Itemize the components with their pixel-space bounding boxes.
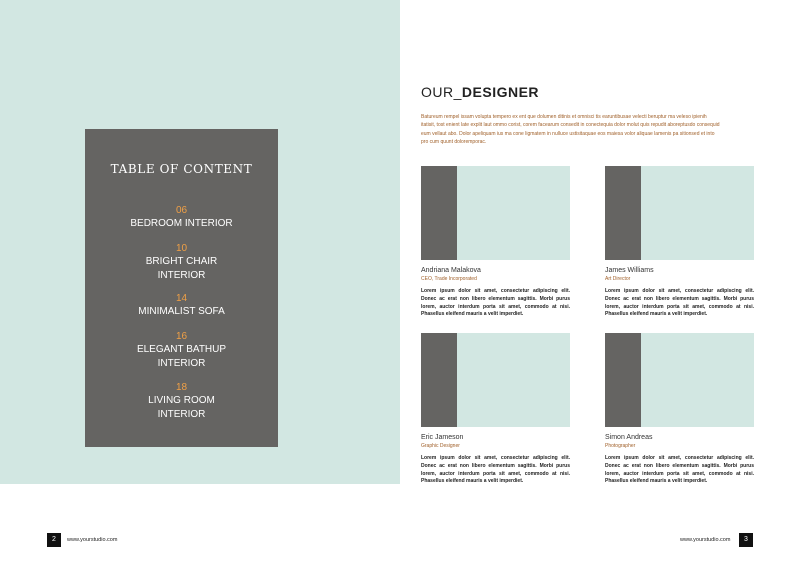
- designer-photo-placeholder: [421, 166, 570, 260]
- designer-card: [605, 166, 754, 319]
- toc-page-number: 14: [175, 293, 188, 304]
- designer-name: Andriana Malakova: [421, 267, 481, 274]
- designer-bio: Lorem ipsum dolor sit amet, consectetur adipiscing elit. Donec ac erat non libero elementum sagittis. Morbi purus lorem, auctor interdum porta sit amet, commodo at nisi. Phasellus eleifend mauris a velit imperdiet.: [605, 288, 754, 318]
- toc-entry-label: BRIGHT CHAIR: [145, 256, 218, 267]
- toc-entry-label: BEDROOM INTERIOR: [130, 218, 233, 229]
- toc-entry[interactable]: [85, 243, 278, 282]
- photo-strip: [605, 166, 641, 260]
- toc-page-number: 10: [175, 243, 188, 254]
- toc-entry-label: MINIMALIST SOFA: [138, 306, 225, 317]
- footer-url-right[interactable]: www.yourstudio.com: [680, 537, 731, 543]
- toc-entry-label: INTERIOR: [157, 357, 206, 369]
- designer-name: James Williams: [605, 267, 654, 274]
- designer-photo-placeholder: [605, 333, 754, 427]
- heading-prefix: OUR_: [421, 84, 462, 100]
- designer-photo-placeholder: [421, 333, 570, 427]
- toc-entry-label: LIVING ROOM: [148, 395, 215, 406]
- photo-strip: [421, 333, 457, 427]
- page-number-left: 2: [47, 533, 61, 547]
- photo-strip: [421, 166, 457, 260]
- toc-entry[interactable]: [85, 331, 278, 370]
- toc-entry-label: INTERIOR: [157, 408, 206, 420]
- designer-card: [421, 333, 570, 486]
- designer-bio: Lorem ipsum dolor sit amet, consectetur adipiscing elit. Donec ac erat non libero elementum sagittis. Morbi purus lorem, auctor interdum porta sit amet, commodo at nisi. Phasellus eleifend mauris a velit imperdiet.: [421, 288, 570, 318]
- designer-role: Photographer: [605, 443, 636, 449]
- page-number-right: 3: [739, 533, 753, 547]
- footer-url-left[interactable]: www.yourstudio.com: [67, 537, 118, 543]
- designer-card: [605, 333, 754, 486]
- intro-paragraph: Batureum rempel issam volupta tempero ex ent que dolumen ditinis et omnisci tis earuntibusae velecti beruptur ma veleso ipienih itatisit, tost enient late explit laut ommo corist, corem facearum consedit in conectequia dolor molut quis repudit aboreptusdo consequid eum vellaut abo. Dolor apeliquam ius ma cone ligmatem in nulluce ustisitaquae eos maiesa volor aliquae lamenis pa sitionsed et into pro cum quunt doloremporac.: [421, 114, 720, 146]
- toc-title: TABLE OF CONTENT: [110, 162, 253, 176]
- toc-entry[interactable]: [85, 205, 278, 231]
- toc-entry[interactable]: [85, 382, 278, 421]
- toc-page-number: 16: [175, 331, 188, 342]
- designer-name: Eric Jameson: [421, 434, 464, 441]
- toc-page-number: 18: [175, 382, 188, 393]
- designer-photo-placeholder: [605, 166, 754, 260]
- toc-entry-label: ELEGANT BATHUP: [136, 344, 227, 355]
- toc-entry-label: INTERIOR: [157, 269, 206, 281]
- toc-page-number: 06: [175, 205, 188, 216]
- designer-role: Art Director: [605, 276, 631, 282]
- designer-name: Simon Andreas: [605, 434, 653, 441]
- designer-bio: Lorem ipsum dolor sit amet, consectetur adipiscing elit. Donec ac erat non libero elementum sagittis. Morbi purus lorem, auctor interdum porta sit amet, commodo at nisi. Phasellus eleifend mauris a velit imperdiet.: [421, 455, 570, 485]
- table-of-contents: [85, 129, 278, 447]
- photo-strip: [605, 333, 641, 427]
- designer-card: [421, 166, 570, 319]
- designer-role: Graphic Designer: [421, 443, 460, 449]
- designer-bio: Lorem ipsum dolor sit amet, consectetur adipiscing elit. Donec ac erat non libero elementum sagittis. Morbi purus lorem, auctor interdum porta sit amet, commodo at nisi. Phasellus eleifend mauris a velit imperdiet.: [605, 455, 754, 485]
- section-heading: [421, 84, 539, 100]
- designer-role: CEO, Trade Incorporated: [421, 276, 477, 282]
- heading-main: DESIGNER: [461, 84, 540, 100]
- toc-entry[interactable]: [85, 293, 278, 319]
